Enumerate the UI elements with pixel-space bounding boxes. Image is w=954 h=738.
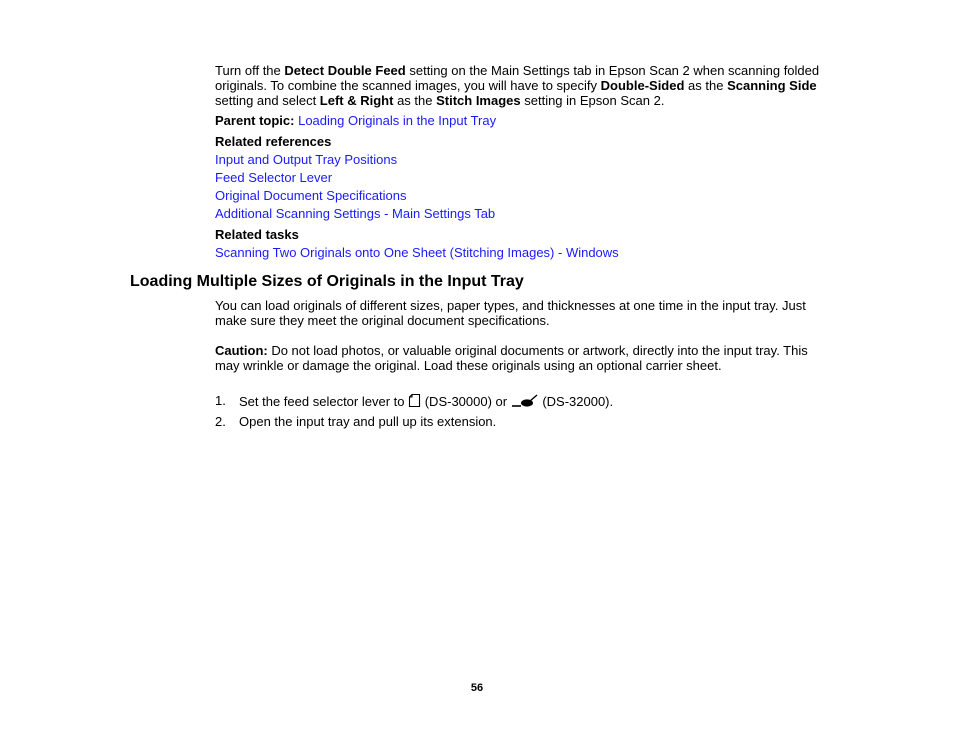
step-text-part: (DS-32000).: [538, 394, 614, 409]
reference-item: [215, 170, 825, 185]
intro-text: as the: [684, 78, 728, 93]
related-references-heading: [215, 134, 825, 149]
reference-link-document-specs[interactable]: Original Document Specifications: [215, 188, 407, 203]
reference-link-scanning-settings[interactable]: Additional Scanning Settings - Main Settings Tab: [215, 206, 496, 221]
related-tasks-heading: [215, 227, 825, 242]
intro-bold: Stitch Images: [436, 93, 521, 108]
parent-topic-link[interactable]: Loading Originals in the Input Tray: [298, 113, 497, 128]
task-item: [215, 245, 825, 260]
reference-link-tray-positions[interactable]: Input and Output Tray Positions: [215, 152, 398, 167]
section-title: Loading Multiple Sizes of Originals in the Input Tray: [130, 273, 524, 290]
intro-bold: Double-Sided: [600, 78, 685, 93]
feed-lever-icon: [511, 394, 539, 411]
intro-text: Turn off the: [215, 63, 285, 78]
intro-bold: Left & Right: [319, 93, 394, 108]
intro-text: as the: [393, 93, 437, 108]
step-text: [239, 393, 613, 411]
intro-bold: Detect Double Feed: [284, 63, 406, 78]
caution-text: Do not load photos, or valuable original documents or artwork, directly into the input tray. This may wrinkle or damage the original. Load these originals using an optional carrier sheet.: [215, 343, 808, 373]
reference-link-feed-selector[interactable]: Feed Selector Lever: [215, 170, 333, 185]
step-number: 1.: [215, 393, 226, 408]
step-number: 2.: [215, 414, 226, 429]
step-text: Open the input tray and pull up its extension.: [239, 414, 497, 429]
caution-label: Caution:: [215, 343, 268, 358]
page-number: 56: [470, 682, 484, 694]
related-references-label: Related references: [215, 134, 332, 149]
step-text-part: Set the feed selector lever to: [239, 394, 409, 409]
intro-bold: Scanning Side: [727, 78, 817, 93]
single-sheet-icon: [408, 393, 421, 411]
intro-text: setting on the Main Settings tab in Epson Scan 2 when scanning folded originals. To combine the scanned images, you will have to specify: [215, 63, 820, 93]
parent-topic: [215, 113, 825, 128]
caution-note: [215, 343, 825, 373]
reference-item: [215, 206, 825, 221]
reference-item: [215, 188, 825, 203]
intro-text: setting and select: [215, 93, 320, 108]
reference-item: [215, 152, 825, 167]
parent-topic-label: Parent topic:: [215, 113, 295, 128]
section-paragraph: You can load originals of different sizes, paper types, and thicknesses at one time in the input tray. Just make sure they meet the original document specifications.: [215, 298, 806, 328]
task-link-stitching-images[interactable]: Scanning Two Originals onto One Sheet (Stitching Images) - Windows: [215, 245, 619, 260]
intro-paragraph: [215, 63, 825, 108]
step-text-part: (DS-30000) or: [421, 394, 511, 409]
intro-text: setting in Epson Scan 2.: [520, 93, 665, 108]
related-tasks-label: Related tasks: [215, 227, 299, 242]
